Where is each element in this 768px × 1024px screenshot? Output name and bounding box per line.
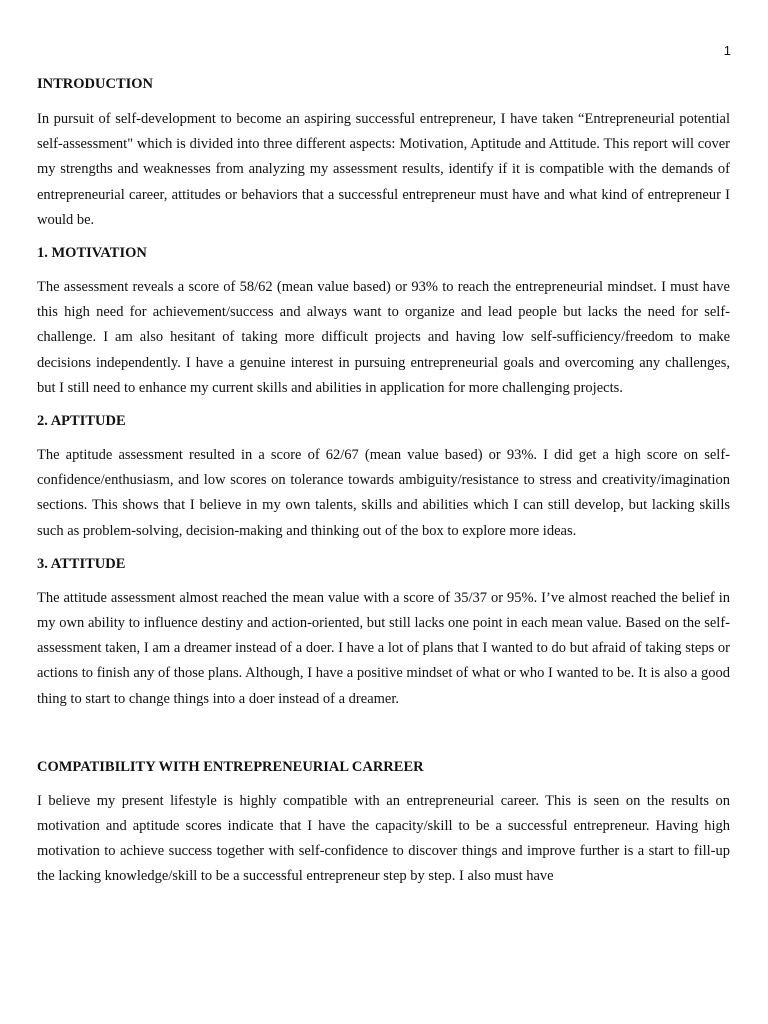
page-number: 1 <box>723 43 731 58</box>
paragraph-motivation: The assessment reveals a score of 58/62 (mean value based) or 93% to reach the entrepreneurial mindset. I must have this high need for achievement/success and always want to organize and lead people but lacks the need for self-challenge. I am also hesitant of taking more difficult projects and having low self-sufficiency/freedom to make decisions independently. I have a genuine interest in pursuing entrepreneurial goals and overcoming any challenges, but I still need to enhance my current skills and abilities in application for more challenging projects. <box>37 279 730 396</box>
paragraph-introduction: In pursuit of self-development to become an aspiring successful entrepreneur, I have taken “Entrepreneurial potential self-assessment" which is divided into three different aspects: Motivation, Aptitude and Attitude. This report will cover my strengths and weaknesses from analyzing my assessment results, identify if it is compatible with the demands of entrepreneurial career, attitudes or behaviors that a successful entrepreneur must have and what kind of entrepreneur I would be. <box>37 111 730 228</box>
section-heading-compatibility: COMPATIBILITY WITH ENTREPRENEURIAL CARREER <box>37 758 424 775</box>
document-body <box>37 74 730 890</box>
paragraph-compatibility: I believe my present lifestyle is highly compatible with an entrepreneurial career. This is seen on the results on motivation and aptitude scores indicate that I have the capacity/skill to be a successful entrepreneur. Having high motivation to achieve success together with self-confidence to discover things and improve further is a start to fill-up the lacking knowledge/skill to be a successful entrepreneur step by step. I also must have <box>37 792 730 885</box>
paragraph-aptitude: The aptitude assessment resulted in a score of 62/67 (mean value based) or 93%. I did get a high score on self-confidence/enthusiasm, and low scores on tolerance towards ambiguity/resistance to stress and creativity/imagination sections. This shows that I believe in my own talents, skills and abilities which I can still develop, but lacking skills such as problem-solving, decision-making and thinking out of the box to explore more ideas. <box>37 447 730 539</box>
section-heading-attitude: 3. ATTITUDE <box>37 555 126 572</box>
section-heading-motivation: 1. MOTIVATION <box>37 245 147 262</box>
section-heading-aptitude: 2. APTITUDE <box>37 413 126 430</box>
section-heading-introduction: INTRODUCTION <box>37 76 154 92</box>
paragraph-attitude: The attitude assessment almost reached the mean value with a score of 35/37 or 95%. I’ve almost reached the belief in my own ability to influence destiny and action-oriented, but still lacks one point in each mean value. Based on the self-assessment taken, I am a dreamer instead of a doer. I have a lot of plans that I wanted to do but afraid of taking steps or actions to finish any of those plans. Although, I have a positive mindset of what or who I wanted to be. It is also a good thing to start to change things into a doer instead of a dreamer. <box>37 589 730 707</box>
